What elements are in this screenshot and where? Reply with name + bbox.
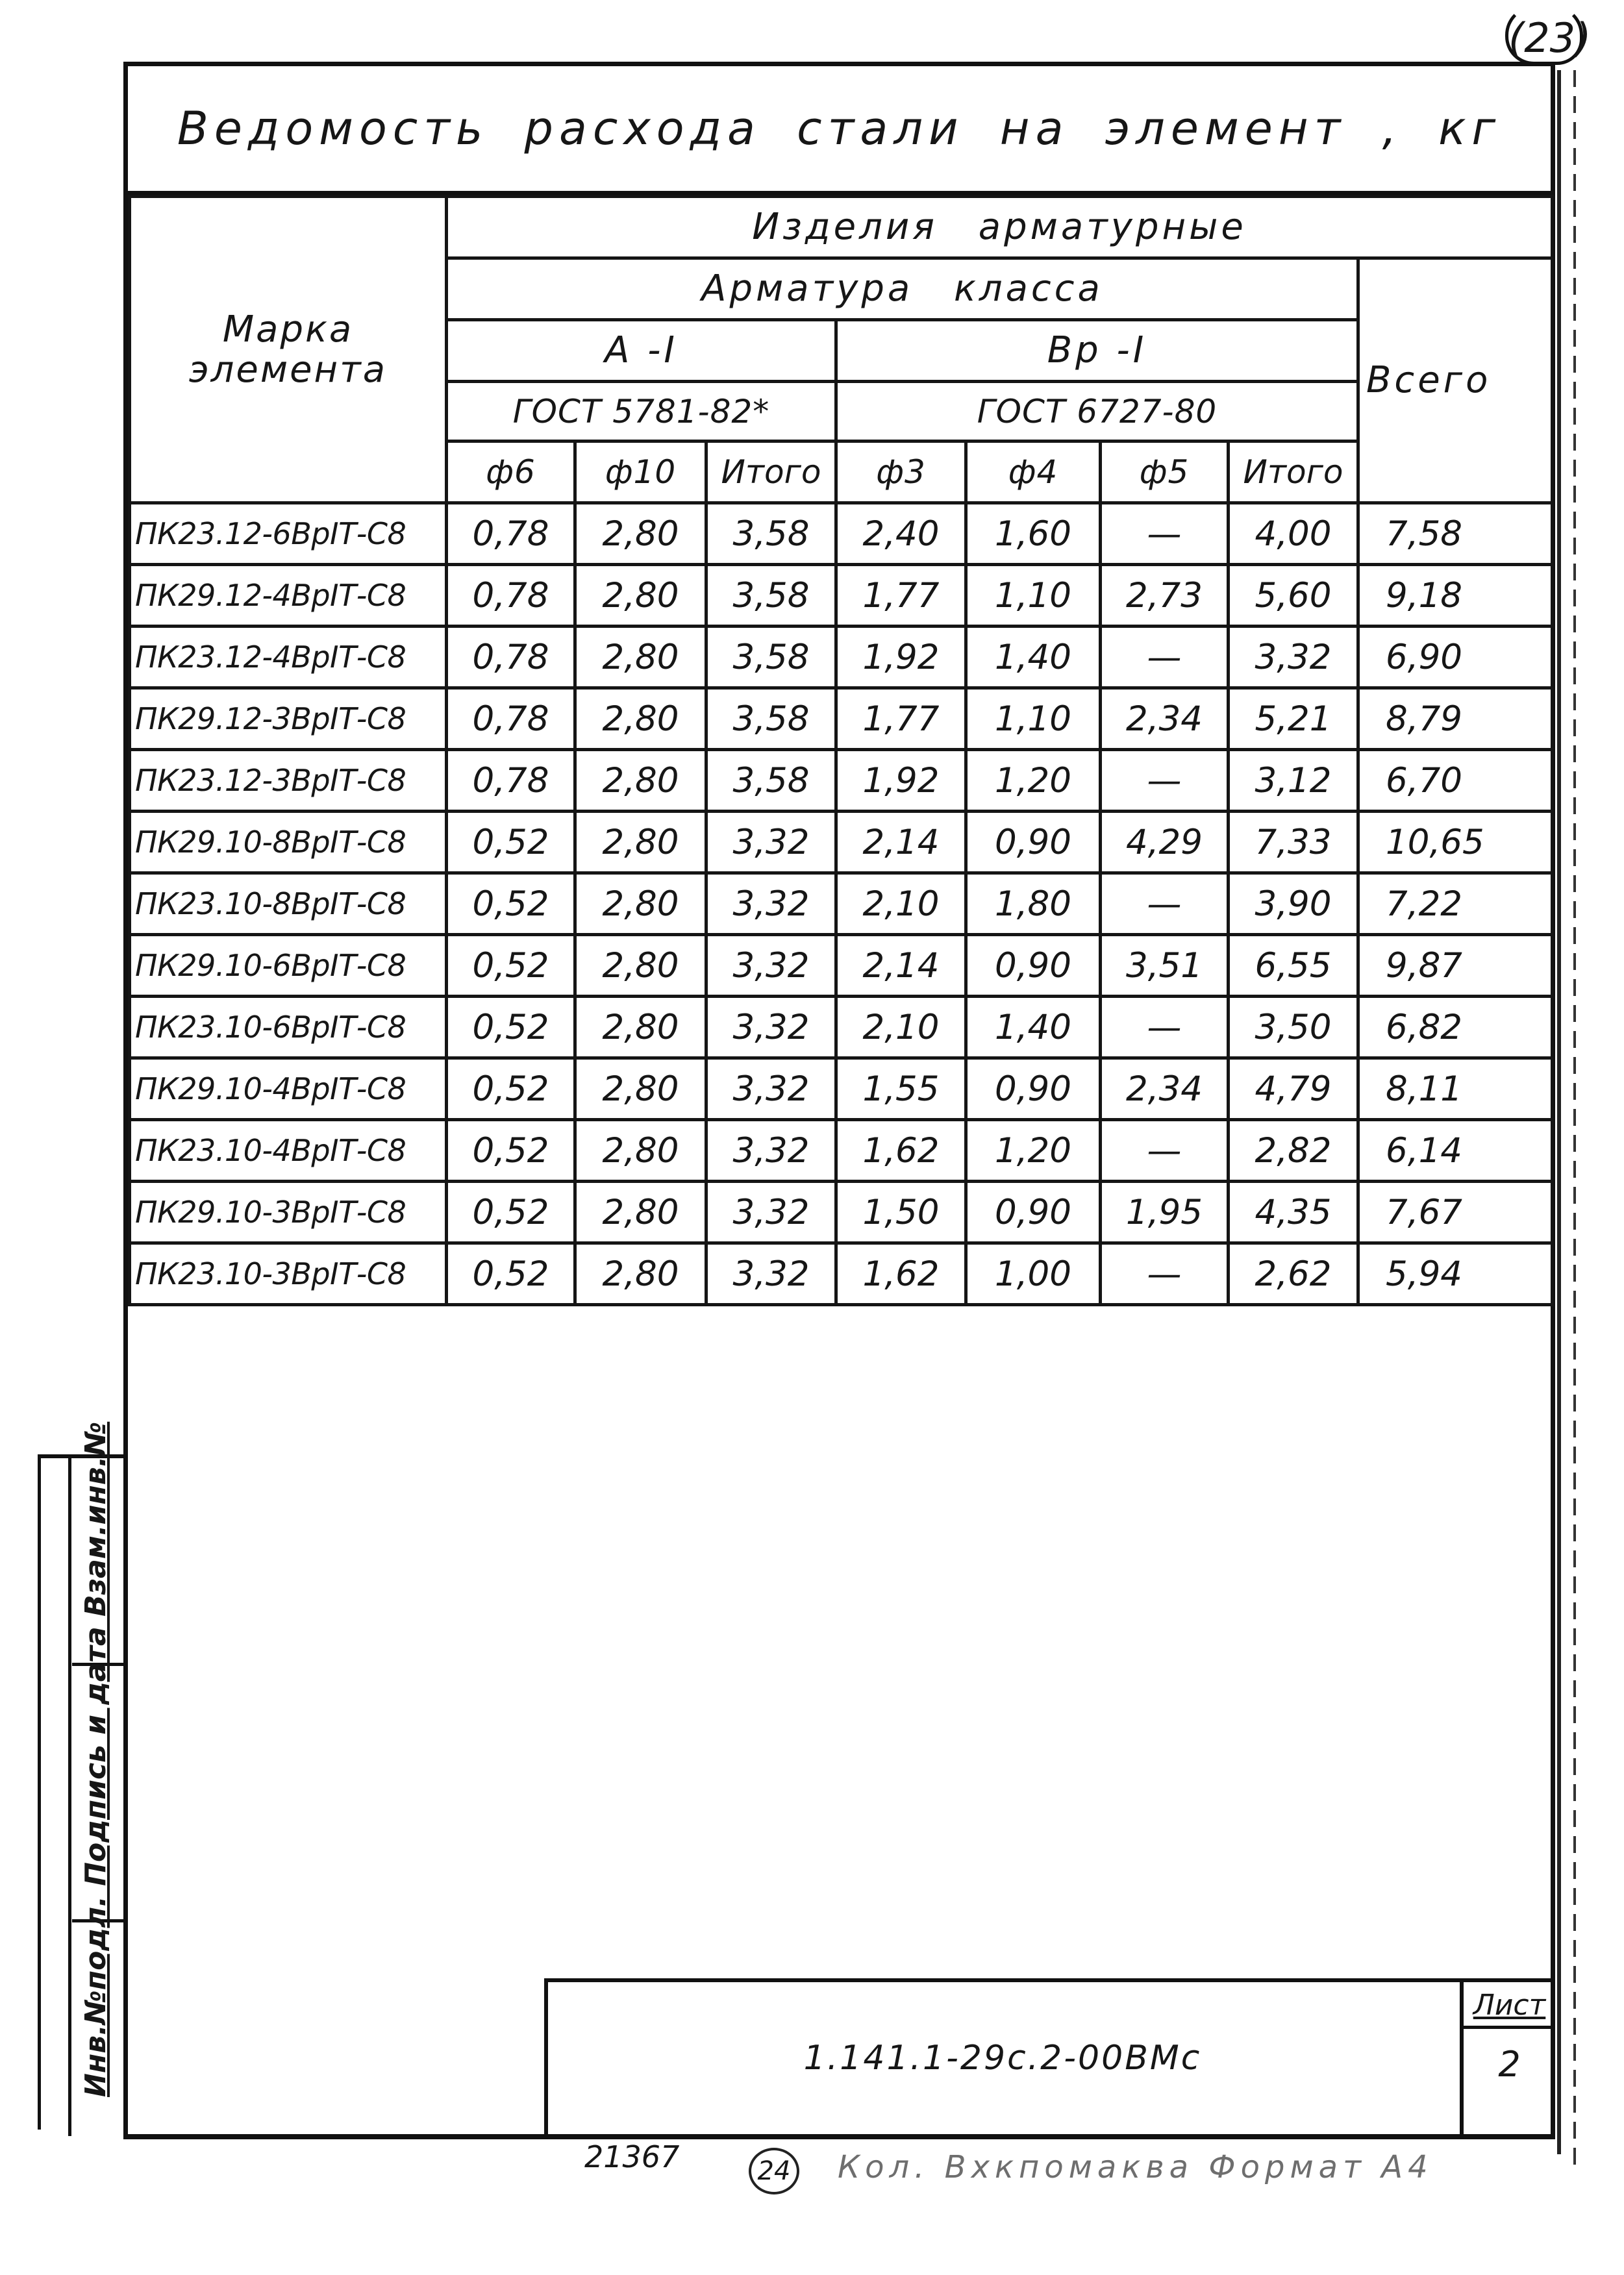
value-cell: 2,34 (1101, 688, 1229, 750)
value-cell: 1,62 (836, 1243, 966, 1305)
value-cell: 3,32 (706, 873, 836, 935)
table-row (130, 812, 1553, 873)
value-cell: 3,32 (706, 1243, 836, 1305)
element-mark-cell: ПК29.12-3ВрIТ-С8 (130, 688, 447, 750)
value-cell: 2,80 (575, 565, 706, 627)
col-header-b-d5: ф5 (1101, 441, 1229, 503)
value-cell: — (1101, 1243, 1229, 1305)
value-cell: 0,52 (447, 1120, 575, 1182)
value-cell: 3,58 (706, 565, 836, 627)
element-mark-cell: ПК29.10-4ВрIТ-С8 (130, 1058, 447, 1120)
value-cell: 0,78 (447, 627, 575, 688)
value-cell: 2,80 (575, 627, 706, 688)
element-mark-cell: ПК23.12-3ВрIТ-С8 (130, 750, 447, 812)
value-cell: 1,10 (966, 565, 1101, 627)
col-header-b-d3: ф3 (836, 441, 966, 503)
frame-right-strip (1557, 70, 1561, 2154)
value-cell: 3,58 (706, 503, 836, 565)
value-cell: — (1101, 503, 1229, 565)
element-mark-cell: ПК29.10-6ВрIТ-С8 (130, 935, 447, 997)
title-block (544, 1978, 1555, 2134)
value-cell: 2,80 (575, 997, 706, 1058)
table-row (130, 997, 1553, 1058)
group-header: Изделия арматурные (447, 197, 1553, 258)
value-cell: 0,52 (447, 935, 575, 997)
element-mark-cell: ПК23.10-4ВрIТ-С8 (130, 1120, 447, 1182)
element-mark-cell: ПК23.10-3ВрIТ-С8 (130, 1243, 447, 1305)
table-row (130, 688, 1553, 750)
value-cell: 5,94 (1358, 1243, 1553, 1305)
class-header: Арматура класса (447, 258, 1358, 320)
value-cell: 3,32 (706, 935, 836, 997)
table-row (130, 750, 1553, 812)
value-cell: 3,32 (706, 1182, 836, 1243)
copy-stamp: Кол. Вхкпомаква Формат А4 (838, 2149, 1433, 2185)
sheet-number: 2 (1498, 2044, 1521, 2085)
value-cell: 2,34 (1101, 1058, 1229, 1120)
frame-right-dashed-strip (1573, 70, 1576, 2167)
value-cell: 1,77 (836, 688, 966, 750)
col-header-a-total: Итого (706, 441, 836, 503)
value-cell: 8,11 (1358, 1058, 1553, 1120)
class-b-gost: ГОСТ 6727-80 (836, 382, 1358, 441)
value-cell: 0,52 (447, 1182, 575, 1243)
value-cell: 0,52 (447, 873, 575, 935)
value-cell: 6,55 (1229, 935, 1358, 997)
table-row (130, 503, 1553, 565)
value-cell: 2,80 (575, 750, 706, 812)
sheet-label: Лист (1464, 1982, 1555, 2029)
value-cell: 1,80 (966, 873, 1101, 935)
value-cell: 2,80 (575, 1182, 706, 1243)
table-row (130, 935, 1553, 997)
value-cell: 2,80 (575, 1120, 706, 1182)
value-cell: 0,90 (966, 935, 1101, 997)
element-mark-cell: ПК23.10-6ВрIТ-С8 (130, 997, 447, 1058)
value-cell: 1,92 (836, 750, 966, 812)
table-row (130, 565, 1553, 627)
value-cell: 6,82 (1358, 997, 1553, 1058)
value-cell: 3,12 (1229, 750, 1358, 812)
document-title: Ведомость расхода стали на элемент , кг (128, 66, 1551, 195)
binding-label: Инв.№подл. Подпись и дата Взам.инв.№ (79, 1421, 112, 2097)
element-mark-cell: ПК23.12-4ВрIТ-С8 (130, 627, 447, 688)
element-mark-cell: ПК29.10-8ВрIТ-С8 (130, 812, 447, 873)
table-row (130, 1120, 1553, 1182)
element-mark-cell: ПК29.12-4ВрIТ-С8 (130, 565, 447, 627)
value-cell: 4,79 (1229, 1058, 1358, 1120)
value-cell: 3,58 (706, 750, 836, 812)
value-cell: 2,80 (575, 873, 706, 935)
value-cell: 0,90 (966, 1058, 1101, 1120)
binding-vertical-line (68, 1454, 71, 2136)
circled-number: 24 (749, 2148, 799, 2194)
value-cell: 1,55 (836, 1058, 966, 1120)
value-cell: 3,58 (706, 688, 836, 750)
value-cell: 2,80 (575, 935, 706, 997)
value-cell: 3,32 (706, 1120, 836, 1182)
value-cell: 3,51 (1101, 935, 1229, 997)
inventory-number: 21367 (584, 2139, 680, 2174)
value-cell: 0,52 (447, 1243, 575, 1305)
value-cell: 2,80 (575, 688, 706, 750)
table-row (130, 873, 1553, 935)
steel-consumption-table (128, 195, 1554, 1306)
col-header-a-d6: ф6 (447, 441, 575, 503)
value-cell: 3,90 (1229, 873, 1358, 935)
table-row (130, 1182, 1553, 1243)
col-header-b-total: Итого (1229, 441, 1358, 503)
value-cell: 1,92 (836, 627, 966, 688)
value-cell: 1,77 (836, 565, 966, 627)
class-a-header: А -I (447, 320, 836, 382)
value-cell: 1,40 (966, 997, 1101, 1058)
value-cell: 1,62 (836, 1120, 966, 1182)
value-cell: 1,50 (836, 1182, 966, 1243)
value-cell: 1,40 (966, 627, 1101, 688)
value-cell: 3,32 (706, 1058, 836, 1120)
value-cell: 5,60 (1229, 565, 1358, 627)
value-cell: 0,78 (447, 688, 575, 750)
table-row (130, 627, 1553, 688)
value-cell: 0,90 (966, 812, 1101, 873)
value-cell: 0,78 (447, 565, 575, 627)
mark-header (130, 197, 447, 503)
value-cell: 0,52 (447, 997, 575, 1058)
value-cell: 4,35 (1229, 1182, 1358, 1243)
value-cell: 7,58 (1358, 503, 1553, 565)
value-cell: — (1101, 997, 1229, 1058)
table-row (130, 1058, 1553, 1120)
value-cell: 2,80 (575, 1243, 706, 1305)
value-cell: 4,00 (1229, 503, 1358, 565)
value-cell: 2,40 (836, 503, 966, 565)
element-mark-cell: ПК29.10-3ВрIТ-С8 (130, 1182, 447, 1243)
value-cell: 0,52 (447, 1058, 575, 1120)
class-a-gost: ГОСТ 5781-82* (447, 382, 836, 441)
value-cell: 2,14 (836, 812, 966, 873)
value-cell: 2,10 (836, 997, 966, 1058)
value-cell: 2,80 (575, 812, 706, 873)
value-cell: 6,90 (1358, 627, 1553, 688)
value-cell: 2,62 (1229, 1243, 1358, 1305)
value-cell: 2,14 (836, 935, 966, 997)
value-cell: 6,14 (1358, 1120, 1553, 1182)
value-cell: 0,78 (447, 503, 575, 565)
value-cell: 8,79 (1358, 688, 1553, 750)
value-cell: 7,67 (1358, 1182, 1553, 1243)
col-header-a-d10: ф10 (575, 441, 706, 503)
value-cell: 5,21 (1229, 688, 1358, 750)
value-cell: — (1101, 627, 1229, 688)
value-cell: 1,20 (966, 750, 1101, 812)
total-header: Всего (1358, 258, 1553, 503)
page-number: (23) (1505, 5, 1583, 65)
value-cell: 0,52 (447, 812, 575, 873)
value-cell: 7,33 (1229, 812, 1358, 873)
value-cell: 2,73 (1101, 565, 1229, 627)
value-cell: 3,32 (706, 997, 836, 1058)
value-cell: 2,82 (1229, 1120, 1358, 1182)
value-cell: 2,80 (575, 503, 706, 565)
class-b-header: Вр -I (836, 320, 1358, 382)
col-header-b-d4: ф4 (966, 441, 1101, 503)
table-row (130, 1243, 1553, 1305)
element-mark-cell: ПК23.12-6ВрIТ-С8 (130, 503, 447, 565)
document-code: 1.141.1-29с.2-00ВМс (803, 2039, 1202, 2078)
value-cell: — (1101, 1120, 1229, 1182)
element-mark-cell: ПК23.10-8ВрIТ-С8 (130, 873, 447, 935)
value-cell: 7,22 (1358, 873, 1553, 935)
value-cell: 1,20 (966, 1120, 1101, 1182)
value-cell: 4,29 (1101, 812, 1229, 873)
value-cell: 3,50 (1229, 997, 1358, 1058)
value-cell: 9,87 (1358, 935, 1553, 997)
value-cell: 1,95 (1101, 1182, 1229, 1243)
value-cell: 2,80 (575, 1058, 706, 1120)
mark-header-line2: элемента (188, 348, 388, 391)
value-cell: 3,32 (706, 812, 836, 873)
value-cell: 6,70 (1358, 750, 1553, 812)
value-cell: 1,00 (966, 1243, 1101, 1305)
value-cell: 0,90 (966, 1182, 1101, 1243)
value-cell: 1,60 (966, 503, 1101, 565)
value-cell: 3,32 (1229, 627, 1358, 688)
value-cell: — (1101, 873, 1229, 935)
value-cell: 2,10 (836, 873, 966, 935)
sheet-cell (1460, 1982, 1555, 2134)
value-cell: 9,18 (1358, 565, 1553, 627)
value-cell: 3,58 (706, 627, 836, 688)
mark-header-line1: Марка (222, 308, 354, 351)
value-cell: 0,78 (447, 750, 575, 812)
value-cell: — (1101, 750, 1229, 812)
value-cell: 1,10 (966, 688, 1101, 750)
value-cell: 10,65 (1358, 812, 1553, 873)
